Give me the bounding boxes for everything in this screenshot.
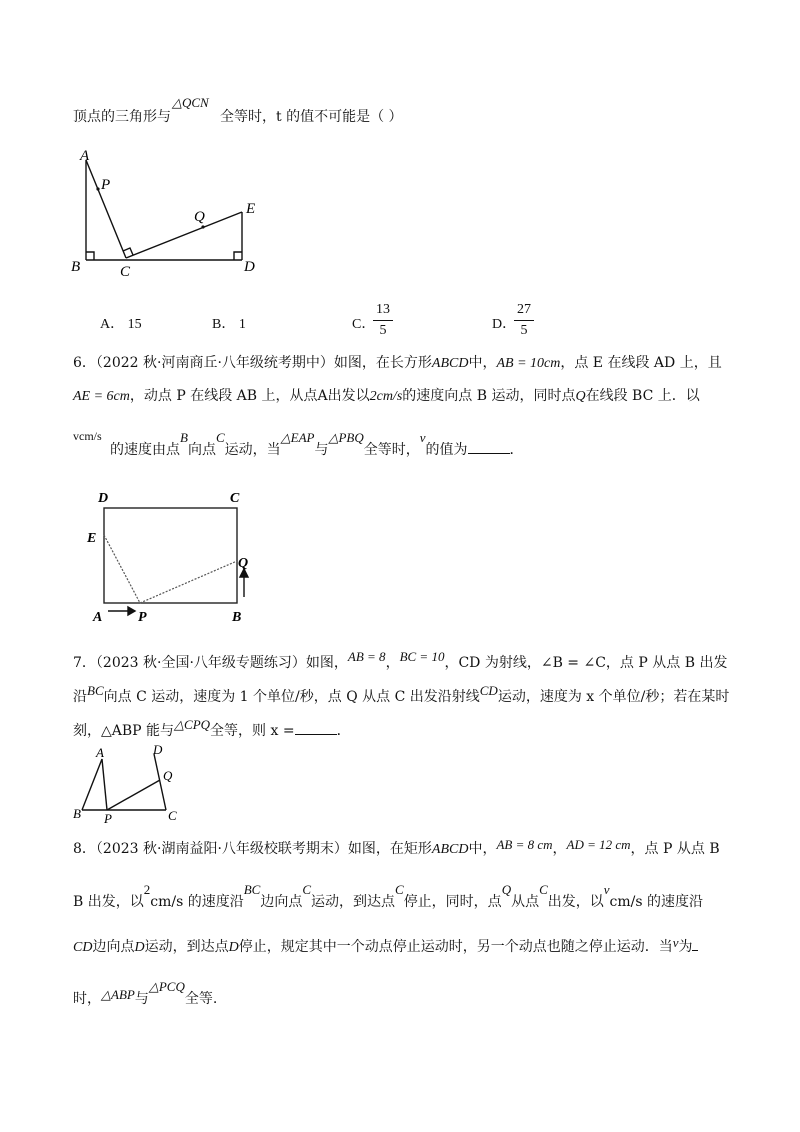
q8-source: （2023 秋·湖南益阳·八年级校联考期末）如图，在矩形 [95, 841, 432, 857]
q6-speed: 2cm/s [369, 389, 403, 404]
q5-option-c[interactable] [352, 318, 375, 332]
option-d-denominator: 5 [520, 323, 528, 338]
q6-rect: ABCD [431, 356, 469, 371]
q7-number: 7． [73, 655, 96, 671]
q6-tri-eap: △EAP [280, 430, 315, 445]
q7-figure [70, 740, 190, 824]
label-q: Q [163, 768, 173, 783]
q7-answer-blank[interactable] [295, 734, 337, 735]
label-q: Q [194, 209, 205, 225]
option-d-letter: D． [492, 317, 517, 332]
option-c-numerator: 13 [376, 302, 390, 317]
option-d-fraction [514, 302, 534, 339]
q5-text-prefix: 顶点的三角形与 [73, 109, 171, 125]
q7-line3: 刻，△ABP 能与△CPQ全等，则 x = ． [73, 717, 351, 739]
label-b: B [232, 610, 242, 625]
label-a: A [80, 148, 90, 164]
q6-answer-blank[interactable] [468, 453, 510, 454]
q6-ae-eq: AE = 6cm [73, 389, 130, 404]
label-c: C [230, 491, 240, 506]
option-a-letter: A． [100, 317, 125, 332]
label-p: P [104, 811, 112, 824]
q8-line3: CD边向点D运动，到达点D停止，规定其中一个动点停止运动时，另一个动点也随之停止运动．当v为 [73, 940, 698, 955]
point-q [201, 225, 204, 228]
option-d-numerator: 27 [517, 302, 531, 317]
q8-answer-blank[interactable] [692, 950, 698, 951]
q7-line1: 7．（2023 秋·全国·八年级专题练习）如图，AB = 8，BC = 10，CD 为射线，∠B = ∠C，点 P 从点 B 出发 [73, 649, 728, 671]
label-a: A [96, 745, 104, 760]
q6-line3: 的速度由点B向点C运动，当△EAP与△PBQ全等时，v的值为 ． [110, 430, 524, 458]
label-d: D [153, 742, 163, 757]
label-c: C [120, 264, 131, 280]
q6-source: （2022 秋·河南商丘·八年级统考期中）如图，在长方形 [95, 355, 432, 371]
q8-line2: B 出发，以2cm/s 的速度沿BC边向点C运动，到达点C停止，同时，点Q从点C出发，以vcm/s 的速度沿 [73, 882, 703, 910]
q6-vunit: vcm/s [73, 429, 102, 443]
q6-line1: 6．（2022 秋·河南商丘·八年级统考期中）如图，在长方形ABCD中，AB = 10cm，点 E 在线段 AD 上，且 [73, 355, 722, 371]
label-d: D [244, 259, 255, 275]
label-b: B [73, 806, 81, 821]
arrow-right [128, 607, 135, 615]
label-c: C [168, 808, 177, 823]
label-q: Q [238, 556, 249, 571]
q8-line4: 时，△ABP与△PCQ全等. [73, 979, 218, 1007]
label-e: E [246, 201, 256, 217]
q8-number: 8． [73, 841, 96, 857]
option-c-denominator: 5 [379, 323, 387, 338]
q5-option-b[interactable] [212, 318, 246, 332]
option-b-letter: B． [212, 317, 236, 332]
q7-line2: 沿BC向点 C 运动，速度为 1 个单位/秒，点 Q 从点 C 出发沿射线CD运动，速度为 x 个单位/秒；若在某时 [73, 683, 730, 705]
segment-ep [104, 535, 140, 603]
q5-option-d[interactable] [492, 318, 516, 332]
segment-ab [82, 759, 102, 810]
segment-ac [86, 160, 126, 258]
option-b-value: 1 [238, 317, 246, 332]
q5-triangle-qcn: △QCN [172, 95, 209, 110]
label-p: P [101, 177, 111, 193]
q5-option-a[interactable] [100, 318, 142, 332]
q5-figure [70, 140, 270, 280]
point-p [96, 187, 99, 190]
q7-source: （2023 秋·全国·八年级专题练习）如图， [95, 655, 348, 671]
q6-figure [80, 485, 270, 630]
label-e: E [87, 531, 97, 546]
q5-text-suffix: 全等时，t 的值不可能是（ ） [220, 109, 403, 125]
rectangle-abcd [104, 508, 237, 603]
label-b: B [71, 259, 81, 275]
segment-pq [140, 561, 237, 603]
q6-line2: AE = 6cm，动点 P 在线段 AB 上，从点A出发以2cm/s的速度向点 B 运动，同时点Q在线段 BC 上．以 [73, 388, 700, 404]
q6-tri-pbq: △PBQ [328, 430, 364, 445]
segment-ce [126, 212, 242, 258]
option-c-fraction [373, 302, 393, 339]
q6-ab-eq: AB = 10cm [496, 356, 561, 371]
q8-line1: 8．（2023 秋·湖南益阳·八年级校联考期末）如图，在矩形ABCD中，AB = 8 cm，AD = 12 cm，点 P 从点 B [73, 837, 720, 857]
label-p: P [138, 610, 147, 625]
label-d: D [98, 491, 109, 506]
label-a: A [93, 610, 103, 625]
right-angle-d [234, 252, 242, 260]
right-angle-b [86, 252, 94, 260]
segment-pq [107, 780, 160, 810]
option-c-letter: C． [352, 317, 376, 332]
segment-ap [102, 759, 107, 810]
option-a-value: 15 [127, 317, 142, 332]
q6-number: 6． [73, 355, 96, 371]
